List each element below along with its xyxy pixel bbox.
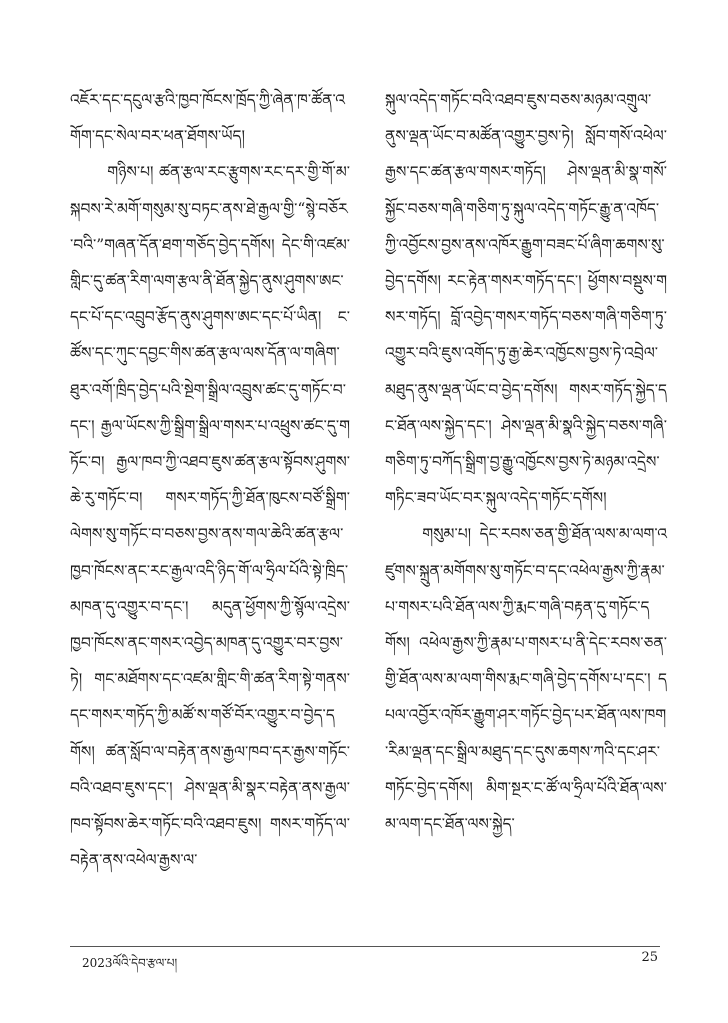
right-column (385, 82, 667, 842)
page-number: 25 (641, 950, 658, 965)
footer-divider (70, 946, 660, 947)
right-paragraph-2: གསུམ་པ། དེང་རབས་ཅན་གྱི་ཐོན་ལས་མ་ལག་འཛུགས་སྐྲུན་མགོགས་སུ་གཏོང་བ་དང་འཕེལ་རྒྱས་ཀྱི་རྣམ་པ་གསར་པའི་ཐོན་ལས་ཀྱི་རྨང་གཞི་བརྟན་དུ་གཏོང་དགོས། འཕེལ་རྒྱས་ཀྱི་རྣམ་པ་གསར་པ་ནི་དེང་རབས་ཅན་གྱི་ཐོན་ལས་མ་ལག་གིས་རྨང་གཞི་བྱེད་དགོས་པ་དང་། དཔལ་འབྱོར་འཁོར་རྒྱུག་ཤར་གཏོང་བྱེད་པར་ཐོན་ལས་ཁག་རིམ་ལྡན་དང་སྒྲིལ་མཐུད་དང་དུས་ཆགས་ཀའི་དང་ཤར་གཏོང་བྱེད་དགོས། མིག་སྔར་ང་ཚོ་ལ་ཧྲིལ་པོའི་ཐོན་ལས་མ་ལག་དང་ཐོན་ལས་སྐྱེད་ (385, 525, 667, 834)
left-paragraph-2: གཉིས་པ། ཚན་རྩལ་རང་རྩུགས་རང་དར་གྱི་གོ་མ་སྐབས་རེ་མགོ་གསུམ་སུ་བཏང་ནས་ཐེ་རྒྱལ་གྱི་“སྙེ་བཅོར་བའི་”གཞན་དོན་ཐག་གཅོད་བྱེད་དགོས། དེང་གི་འཛམ་གླིང་དུ་ཚན་རིག་ལག་རྩལ་ནི་ཐོན་སྐྱེད་ནུས་ཤུགས་ཨང་དང་པོ་དང་འབྲུབ་རྩོད་ནུས་ཤུགས་ཨང་དང་པོ་ཡིན། ང་ཚོས་དང་ཀུང་དབྱང་གིས་ཚན་རྩལ་ལས་དོན་ལ་གཞིག་ཐུར་འགོ་ཁྲིད་བྱེད་པའི་སྔེག་སྒྲིལ་འབྲུས་ཚང་དུ་གཏོང་བ་དང་། རྒྱལ་ཡོངས་ཀྱི་སྒྲིག་སྒྲིལ་གསར་པ་འཕྲུས་ཚང་དུ་གཏོང་བ། རྒྱལ་ཁབ་ཀྱི་འཐབ་ཇུས་ཚན་རྩལ་སྟོབས་ཤུགས་ཆེ་རུ་གཏོང་བ། གསར་གཏོད་ཀྱི་ཐོན་ཁུངས་བཙོ་སྒྲིག་ལེགས་སུ་གཏོང་བ་བཅས་བྱས་ནས་གལ་ཆེའི་ཚན་རྩལ་ཁྱབ་ཁོངས་ནང་རང་རྒྱལ་འདི་ཉིད་གོ་ལ་ཧྲིལ་པོའི་སྟེ་ཁྲིད་མཁན་དུ་འགྱུར་བ་དང་། མདུན་ཕྱོགས་ཀྱི་སྙོལ་འདྲེས་ཁྱབ་ཁོངས་ནང་གསར་འབྱེད་མཁན་དུ་འགྱུར་བར་བྱས་ཏེ། གང་མཐོགས་དང་འཛམ་གླིང་གི་ཚན་རིག་སྟེ་གནས་དང་གསར་གཏོད་ཀྱི་མཚོ་ས་གཙོ་བོར་འགྱུར་བ་བྱེད་དགོས། ཚན་སློབ་ལ་བརྟེན་ནས་རྒྱལ་ཁབ་དར་རྒྱས་གཏོང་བའི་འཐབ་ཇུས་དང་། ཤེས་ལྡན་མི་སྣར་བརྟེན་ནས་རྒྱལ་ཁབ་སྟོབས་ཆེར་གཏོང་བའི་འཐབ་ཇུས། གསར་གཏོད་ལ་བརྟེན་ནས་འཕེལ་རྒྱས་ལ་ (70, 163, 350, 870)
footer-journal-title: 2023ལོའི་དེབ་རྩལ་པ། (82, 956, 178, 970)
left-column (70, 82, 350, 878)
left-paragraph-1: འཇོར་དང་དངུལ་རྩའི་ཁྱབ་ཁོངས་ཁྲོད་ཀྱི་ཞེན་ཁ་ཚོན་འགོག་དང་སེལ་བར་ཕན་ཐོགས་ཡོད། (70, 91, 346, 146)
right-paragraph-1: སྐུལ་འདེད་གཏོང་བའི་འཐབ་ཇུས་བཅས་མཉམ་འགྲུལ་ནུས་ལྡན་ཡོང་བ་མཚོན་འགྱུར་བྱས་ཏེ། སློབ་གསོ་འཕེལ་རྒྱས་དང་ཚན་རྩལ་གསར་གཏོད། ཤེས་ལྡན་མི་སྣ་གསོ་སྐྱོང་བཅས་གཞི་གཅིག་ཏུ་སྐུལ་འདེད་གཏོང་རྒྱུ་ན་འཁོད་ཀྱི་འབྱོངས་བྱས་ནས་འཁོར་རྒྱུག་བཟང་པོ་ཞིག་ཆགས་སུ་བྱེད་དགོས། རང་རྟེན་གསར་གཏོད་དང་། ཕྱོགས་བསྡུས་གསར་གཏོད། བློ་འབྱེད་གསར་གཏོད་བཅས་གཞི་གཅིག་ཏུ་འགྱུར་བའི་ཇུས་འགོད་ཏུ་རྒྱ་ཆེར་འཁྱོངས་བྱས་ཏེ་འབྲེལ་མཐུད་ནུས་ལྡན་ཡོང་བ་བྱེད་དགོས། གསར་གཏོད་སྐྱེད་དང་ཐོན་ལས་སྐྱེད་དང་། ཤེས་ལྡན་མི་སྣའི་སྐྱེད་བཅས་གཞི་གཅིག་ཏུ་བཀོད་སྒྲིག་བྱ་རྒྱུ་འཁྱོངས་བྱས་ཏེ་མཉམ་འདྲེས་གཏིང་ཟབ་ཡོང་བར་སྐུལ་འདེད་གཏོང་དགོས། (385, 91, 667, 508)
